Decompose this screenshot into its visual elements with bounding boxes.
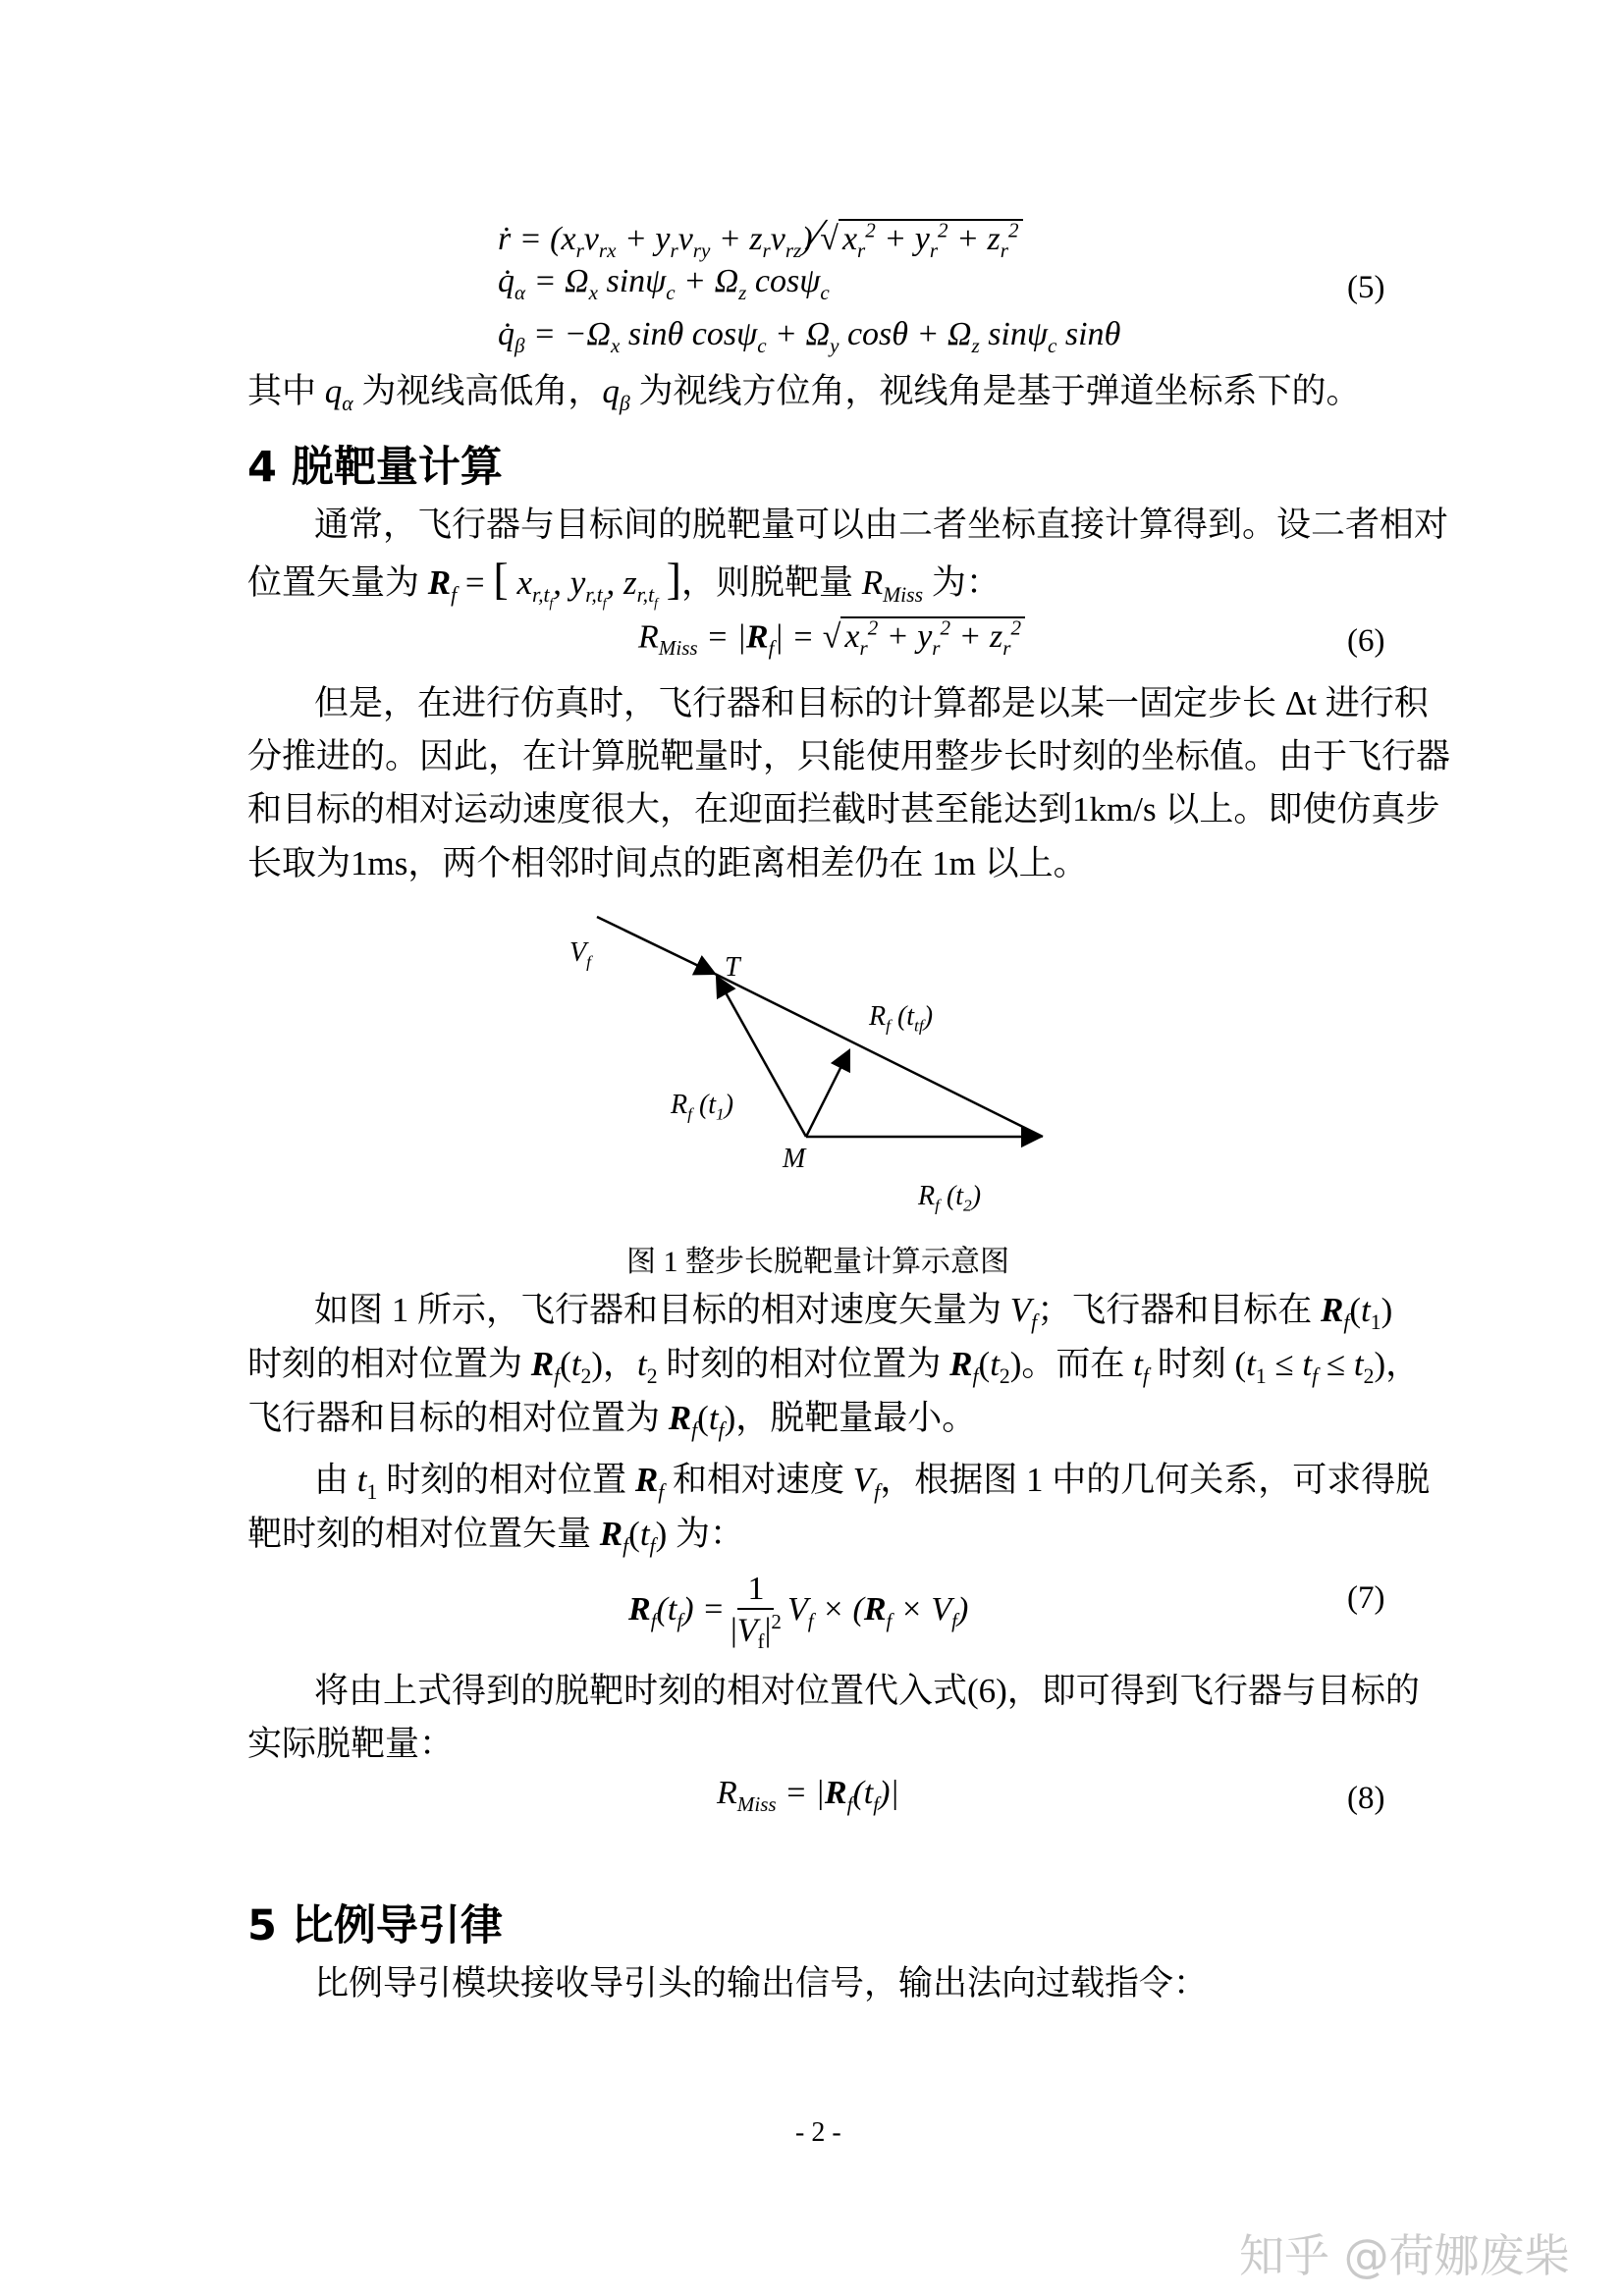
section-4-heading: 4 脱靶量计算 (247, 443, 503, 492)
section-4-para-3-line-1: 如图 1 所示，飞行器和目标的相对速度矢量为 $V_f$；飞行器和目标在 $R_f(t_1)$ (314, 1291, 1393, 1334)
section-4-para-2-line-1: 但是，在进行仿真时，飞行器和目标的计算都是以某一固定步长 Δt 进行积 (314, 684, 1429, 722)
velocity-vector-arrow (597, 917, 715, 974)
equation-7: $R_f(t_f)$ = $\frac{1}{|V_f|^2}$ $V_f \times (R_f \times V_f)$ (628, 1571, 969, 1654)
equation-5-note: 其中 $q_\alpha$ 为视线高低角，$q_\beta$ 为视线方位角，视线角是基于弹道坐标系下的。 (247, 372, 1361, 415)
equation-6: $R_{Miss} = |R_f|$ = √ $x_r^2 + y_r^2 + z_r^2$ (638, 616, 1025, 661)
equation-7-number: (7) (1347, 1580, 1385, 1616)
label-rf-t1: $R_f$ $(t_1)$ (671, 1090, 734, 1124)
section-4-para-3-line-3: 飞行器和目标的相对位置为 $R_f(t_f)$，脱靶量最小。 (247, 1399, 977, 1442)
equation-5-number: (5) (1347, 270, 1385, 305)
section-4-para-1-line-1: 通常，飞行器与目标间的脱靶量可以由二者坐标直接计算得到。设二者相对 (314, 506, 1449, 544)
equation-6-number: (6) (1347, 623, 1385, 659)
rf-tf-vector (806, 1050, 849, 1137)
relative-trajectory-line (715, 974, 1043, 1137)
zhihu-watermark: 知乎 @荷娜废柴 (1239, 2229, 1570, 2282)
label-rf-t2: $R_f$ $(t_2)$ (918, 1181, 982, 1215)
label-rf-ttf: $R_f$ $(t_{tf})$ (869, 1001, 934, 1036)
equation-8: $R_{Miss} = |R_f(t_f)|$ (717, 1775, 899, 1816)
equation-5-line-2: $q̇_\alpha = \Omega_x$ $\sin\psi_c + \Omega_z$ cosψ$_c$ (498, 263, 830, 304)
section-4-para-4-line-1: 由 $t_1$ 时刻的相对位置 $R_f$ 和相对速度 $V_f$，根据图 1 中的几何关系，可求得脱 (314, 1461, 1431, 1504)
section-4-para-5-line-1: 将由上式得到的脱靶时刻的相对位置代入式(6)，即可得到飞行器与目标的 (314, 1672, 1420, 1710)
section-5-heading: 5 比例导引律 (247, 1901, 503, 1950)
equation-5-line-3: $q̇_\beta = -\Omega_x$ sinθ $\cos\psi_c + \Omega_y$ $\cos\theta + \Omega_z$ sinψ$_c$ sinθ (498, 316, 1121, 357)
label-t: T (725, 952, 740, 983)
label-m: M (783, 1144, 806, 1174)
section-4-para-4-line-2: 靶时刻的相对位置矢量 $R_f(t_f)$ 为： (247, 1515, 744, 1558)
equation-5-line-1: ṙ = ($x_rv_{rx} + y_rv_{ry}$ + $z_rv_{rz})∕√$ $x_r^2 + y_r^2 + z_r^2$ (498, 208, 1023, 263)
page-number: - 2 - (795, 2117, 841, 2148)
section-4-para-2-line-4: 长取为1ms，两个相邻时间点的距离相差仍在 1m 以上。 (247, 844, 1088, 882)
section-4-para-2-line-2: 分推进的。因此，在计算脱靶量时，只能使用整步长时刻的坐标值。由于飞行器 (247, 737, 1451, 775)
section-4-para-3-line-2: 时刻的相对位置为 $R_f(t_2)$，$t_2$ 时刻的相对位置为 $R_f(t_2)$。而在 $t_f$ 时刻 $(t_1 \le t_f \le t_2)$， (247, 1345, 1421, 1388)
equation-8-number: (8) (1347, 1781, 1385, 1816)
section-4-para-5-line-2: 实际脱靶量： (247, 1725, 455, 1763)
section-4-para-2-line-3: 和目标的相对运动速度很大，在迎面拦截时甚至能达到1km/s 以上。即使仿真步 (247, 790, 1440, 828)
miss-distance-diagram (550, 903, 1080, 1227)
figure-1-caption: 图 1 整步长脱靶量计算示意图 (626, 1246, 1009, 1278)
section-5-para-1: 比例导引模块接收导引头的输出信号，输出法向过载指令： (314, 1964, 1209, 2002)
label-vf: $V_f$ (569, 937, 591, 972)
section-4-para-1-line-2: 位置矢量为 $R_f$ = [ $x_{r,t_f}$, $y_{r,t_f}$, $z_{r,t_f}$ ]，则脱靶量 $R_{Miss}$ 为： (247, 554, 1001, 611)
